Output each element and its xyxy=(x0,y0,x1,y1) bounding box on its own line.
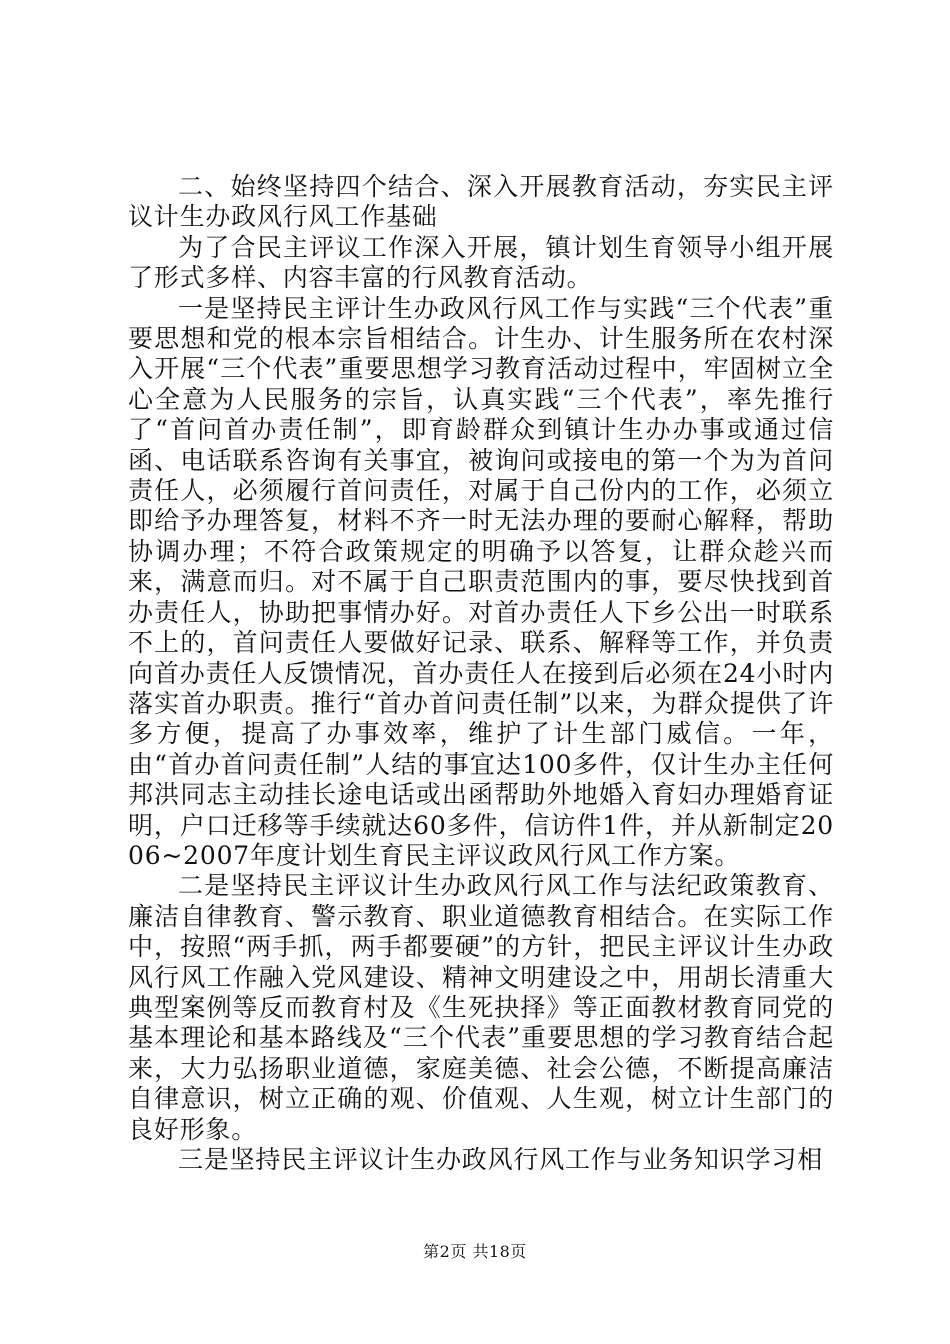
point-one-paragraph: 一是坚持民主评计生办政风行风工作与实践“三个代表”重要思想和党的根本宗旨相结合。计生办、计生服务所在农村深入开展“三个代表”重要思想学习教育活动过程中，牢固树立全心全意为人民服务的宗旨，认真实践“三个代表”，率先推行了“首问首办责任制”，即育龄群众到镇计生办办事或通过信函、电话联系咨询有关事宜，被询问或接电的第一个为为首问责任人，必须履行首问责任，对属于自己份内的工作，必须立即给予办理答复，材料不齐一时无法办理的要耐心解释，帮助协调办理；不符合政策规定的明确予以答复，让群众趁兴而来，满意而归。对不属于自己职责范围内的事，要尽快找到首办责任人，协助把事情办好。对首办责任人下乡公出一时联系不上的，首问责任人要做好记录、联系、解释等工作，并负责向首办责任人反馈情况，首办责任人在接到后必须在24小时内落实首办职责。推行“首办首问责任制”以来，为群众提供了许多方便，提高了办事效率，维护了计生部门威信。一年，由“首办首问责任制”人结的事宜达100多件，仅计生办主任何邦洪同志主动挂长途电话或出函帮助外地婚入育妇办理婚育证明，户口迁移等手续就达60多件，信访件1件，并从新制定2006~2007年度计划生育民主评议政风行风工作方案。 xyxy=(128,293,834,870)
page-number-footer: 第2页 共18页 xyxy=(423,1242,527,1261)
point-two-paragraph: 二是坚持民主评议计生办政风行风工作与法纪政策教育、廉洁自律教育、警示教育、职业道德教育相结合。在实际工作中，按照“两手抓，两手都要硬”的方针，把民主评议计生办政风行风工作融入党风建设、精神文明建设之中，用胡长清重大典型案例等反而教育村及《生死抉择》等正面教材教育同党的基本理论和基本路线及“三个代表”重要思想的学习教育结合起来，大力弘扬职业道德，家庭美德、社会公德，不断提高廉洁自律意识，树立正确的观、价值观、人生观，树立计生部门的良好形象。 xyxy=(128,871,834,1144)
intro-paragraph: 为了合民主评议工作深入开展，镇计划生育领导小组开展了形式多样、内容丰富的行风教育活动。 xyxy=(128,232,834,293)
point-three-paragraph: 三是坚持民主评议计生办政风行风工作与业务知识学习相 xyxy=(178,1145,824,1174)
document-body xyxy=(128,172,834,1175)
section-heading-paragraph: 二、始终坚持四个结合、深入开展教育活动，夯实民主评议计生办政风行风工作基础 xyxy=(128,172,834,232)
